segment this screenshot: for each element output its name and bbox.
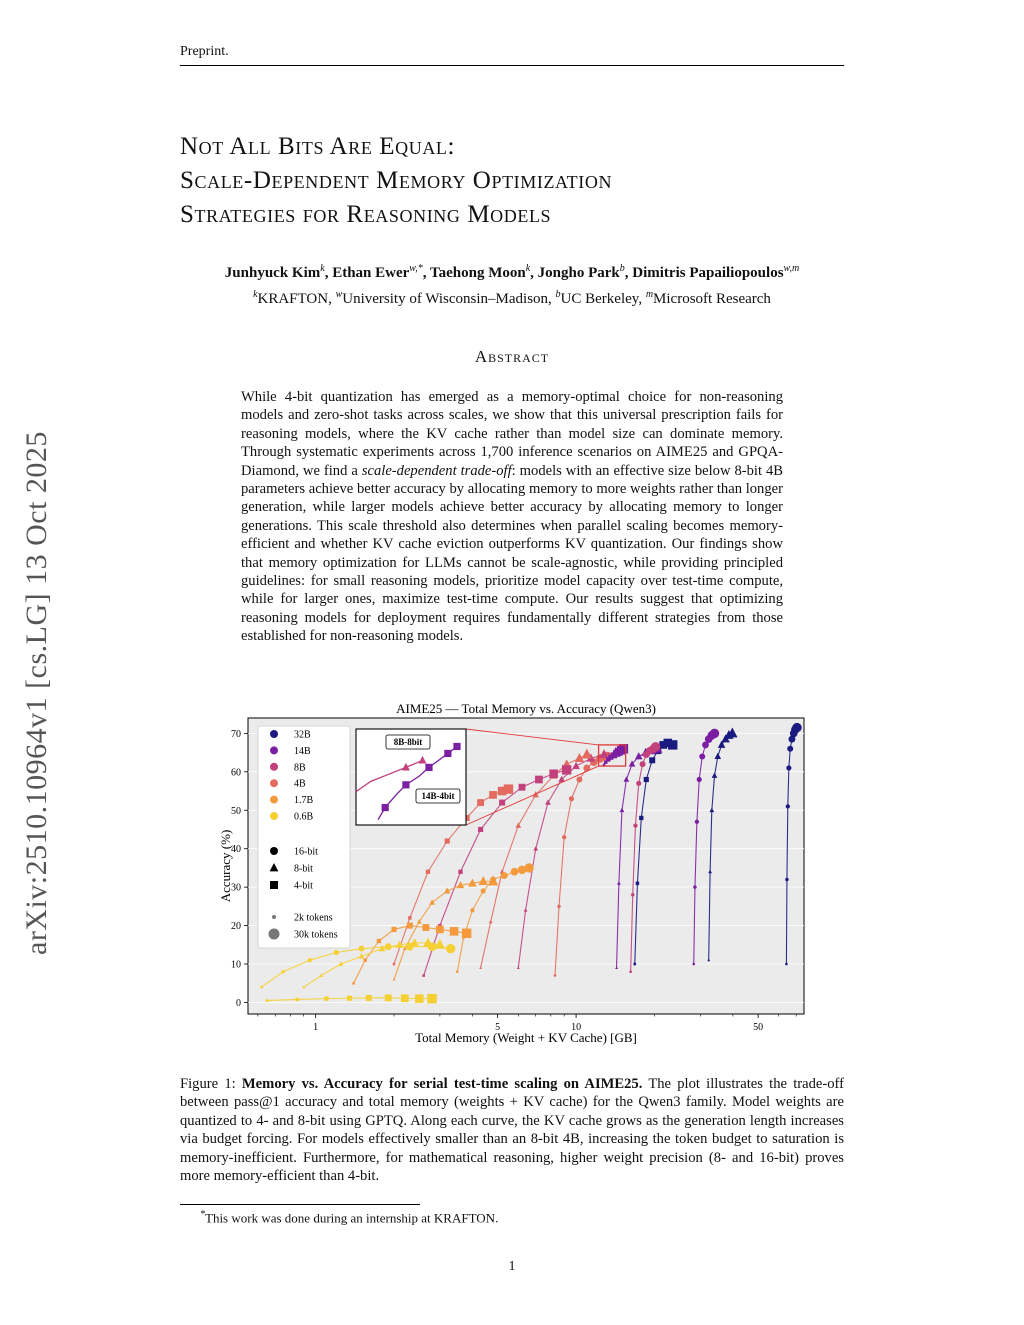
data-point <box>385 994 392 1001</box>
data-point <box>477 799 484 806</box>
data-point <box>562 835 566 839</box>
author-list <box>150 258 874 284</box>
data-point <box>501 872 508 879</box>
data-point <box>393 963 396 966</box>
data-point <box>415 994 424 1003</box>
legend-swatch <box>270 796 278 804</box>
affiliation-mark: k <box>253 289 258 300</box>
data-point <box>699 753 705 759</box>
data-point <box>352 982 355 985</box>
legend <box>258 726 350 948</box>
data-point <box>470 908 474 912</box>
legend-label: 2k tokens <box>294 912 333 924</box>
data-point <box>549 769 558 778</box>
arxiv-stamp: arXiv:2510.10964v1 [cs.LG] 13 Oct 2025 <box>20 431 53 955</box>
data-point <box>366 995 372 1001</box>
data-point <box>629 970 632 973</box>
paper-title <box>180 130 860 232</box>
x-tick-label: 10 <box>571 1022 582 1033</box>
data-point <box>639 816 643 820</box>
data-point <box>787 746 793 752</box>
data-point <box>633 823 637 827</box>
data-point <box>296 998 299 1001</box>
data-point <box>408 916 411 919</box>
affiliation-mark: w <box>335 289 343 300</box>
author-name: Jongho Park <box>537 265 620 281</box>
x-tick-label: 1 <box>313 1022 319 1033</box>
y-axis-label: Accuracy (%) <box>218 829 233 903</box>
author-affiliation-mark: w,* <box>409 263 423 274</box>
data-point <box>504 784 513 793</box>
abstract-text: : models with an effective size below 8-bit 4B parameters achieve better accuracy by allocating memory to more weights rather than longer generation, while larger models achieve better accuracy by allocating memory to longer generations. This scale threshold also determines when parallel scaling becomes memory-efficient and whether KV cache eviction outperforms KV quantization. Our findings show that memory optimization for LLMs cannot be scale-agnostic, while providing principled guidelines: for small reasoning models, prioritize model capacity over test-time compute, while for larger ones, maximize test-time compute. Our results suggest that optimizing reasoning models for deployment requires fundamentally different strategies from those established for non-reasoning models. <box>241 462 783 645</box>
separator: , <box>422 265 430 281</box>
affiliation-name: University of Wisconsin–Madison <box>342 291 549 307</box>
legend-label: 4B <box>294 778 306 790</box>
data-point <box>426 870 430 874</box>
footnote-rule <box>180 1204 420 1205</box>
data-point <box>710 729 719 738</box>
data-point <box>524 863 533 872</box>
data-point <box>347 996 352 1001</box>
legend-swatch <box>270 730 278 738</box>
title-line-2: Scale-Dependent Memory Optimization <box>180 167 613 194</box>
data-point <box>422 974 425 977</box>
author-affiliation-mark: k <box>320 263 325 274</box>
data-point <box>569 796 574 801</box>
separator: , <box>530 265 538 281</box>
data-point <box>358 946 364 952</box>
data-point <box>391 927 396 932</box>
x-tick-label: 50 <box>753 1022 764 1033</box>
data-point <box>427 994 436 1003</box>
data-point <box>260 986 263 989</box>
legend-marker <box>270 847 278 855</box>
data-point <box>489 791 497 799</box>
author-block <box>150 258 874 310</box>
data-point <box>407 923 413 929</box>
abstract-heading: Abstract <box>474 347 550 366</box>
data-point <box>281 970 284 973</box>
data-point <box>519 784 526 791</box>
legend-label: 32B <box>294 729 311 741</box>
affiliation-name: Microsoft Research <box>653 291 771 307</box>
separator: , <box>548 291 556 307</box>
data-point <box>535 776 543 784</box>
legend-marker <box>270 881 278 889</box>
running-header: Preprint. <box>180 44 229 59</box>
legend-label: 30k tokens <box>294 929 338 941</box>
x-axis-label: Total Memory (Weight + KV Cache) [GB] <box>415 1030 637 1045</box>
y-tick-label: 60 <box>231 767 241 779</box>
legend-label: 4-bit <box>294 880 313 892</box>
data-point <box>446 944 455 953</box>
data-point <box>266 999 269 1002</box>
y-tick-label: 30 <box>231 882 241 894</box>
caption-label: Figure 1: <box>180 1076 242 1092</box>
affiliation-list <box>150 284 874 310</box>
separator: , <box>638 291 646 307</box>
author-name: Dimitris Papailiopoulos <box>632 265 784 281</box>
data-point <box>377 939 381 943</box>
data-point <box>462 929 471 938</box>
legend-swatch <box>270 812 278 820</box>
data-point <box>576 777 582 783</box>
data-point <box>499 800 505 806</box>
data-point <box>554 974 557 977</box>
data-point <box>363 958 366 961</box>
y-tick-label: 70 <box>231 728 241 740</box>
inset-data-point <box>425 764 432 771</box>
data-point <box>636 882 639 885</box>
abstract-emphasis: scale-dependent trade-off <box>361 462 512 479</box>
footnote-mark: * <box>200 1209 205 1220</box>
data-point <box>649 757 655 763</box>
author-affiliation-mark: w,m <box>783 263 800 274</box>
data-point <box>644 777 649 782</box>
caption-bold: Memory vs. Accuracy for serial test-time scaling on AIME25. <box>241 1076 643 1092</box>
inset-data-point <box>453 743 460 750</box>
author-affiliation-mark: b <box>619 263 625 274</box>
legend-label: 1.7B <box>294 795 314 807</box>
data-point <box>697 777 702 782</box>
data-point <box>785 963 788 966</box>
inset-label: 8B-8bit <box>393 737 423 747</box>
title-line-1: Not All Bits Are Equal: <box>180 133 456 160</box>
author-name: Taehong Moon <box>429 265 526 281</box>
data-point <box>478 827 483 832</box>
legend-label: 16-bit <box>294 846 318 858</box>
author-affiliation-mark: k <box>525 263 531 274</box>
separator: , <box>328 291 336 307</box>
legend-swatch <box>270 779 278 787</box>
figure-1-chart <box>210 697 810 1047</box>
data-point <box>633 963 636 966</box>
x-tick-label: 5 <box>495 1022 501 1033</box>
legend-size-marker <box>272 915 276 919</box>
data-point <box>562 765 571 774</box>
affiliation-name: UC Berkeley <box>560 291 639 307</box>
data-point <box>436 926 444 934</box>
caption-text: The plot illustrates the trade-off between pass@1 accuracy and total memory (weights + KV cache) for the Qwen3 family. Model weights are quantized to 4- and 8-bit using GPTQ. Along each curve, the KV cache grows as the generation length increases via budget forcing. For models effectively smaller than an 8-bit 4B, increasing the token budget to saturation is memory-inefficient. Furthermore, for mathematical reasoning, higher weight precision (8- and 16-bit) proves more memory-efficient than 4-bit. <box>180 1076 844 1185</box>
inset-label: 14B-4bit <box>421 791 455 801</box>
data-point <box>651 742 660 751</box>
legend-label: 0.6B <box>294 811 314 823</box>
y-tick-label: 0 <box>236 997 241 1009</box>
legend-label: 8-bit <box>294 863 313 875</box>
y-tick-label: 40 <box>231 844 241 856</box>
y-tick-label: 20 <box>231 921 241 933</box>
page-number: 1 <box>508 1259 516 1274</box>
figure-caption <box>180 1075 844 1185</box>
data-point <box>308 958 312 962</box>
data-point <box>334 950 339 955</box>
author-name: Junhyuck Kim <box>224 265 321 281</box>
data-point <box>786 804 790 808</box>
abstract-body <box>241 388 783 646</box>
legend-label: 14B <box>294 745 311 757</box>
data-point <box>450 927 459 936</box>
inset-data-point <box>402 781 409 788</box>
chart-title: AIME25 — Total Memory vs. Accuracy (Qwen3) <box>396 701 656 716</box>
y-axis-ticks <box>231 729 248 1009</box>
footnote-text: This work was done during an internship at KRAFTON. <box>205 1210 499 1226</box>
data-point <box>785 878 788 881</box>
inset-data-point <box>382 804 389 811</box>
y-tick-label: 50 <box>231 805 241 817</box>
inset-data-point <box>444 750 451 757</box>
data-point <box>631 893 634 896</box>
data-point <box>692 963 695 966</box>
data-point <box>695 820 699 824</box>
data-point <box>445 838 450 843</box>
legend-swatch <box>270 763 278 771</box>
title-line-3: Strategies for Reasoning Models <box>180 201 552 228</box>
data-point <box>557 905 560 908</box>
data-point <box>792 723 801 732</box>
legend-label: 8B <box>294 762 306 774</box>
data-point <box>456 970 459 973</box>
data-point <box>401 994 409 1002</box>
separator: , <box>324 265 333 281</box>
legend-swatch <box>270 746 278 754</box>
data-point <box>693 885 696 888</box>
data-point <box>668 740 677 749</box>
author-name: Ethan Ewer <box>332 265 410 281</box>
data-point <box>458 870 462 874</box>
data-point <box>786 765 791 770</box>
data-point <box>636 781 641 786</box>
separator: , <box>624 265 633 281</box>
data-point <box>481 888 486 893</box>
data-point <box>324 996 328 1000</box>
y-tick-label: 10 <box>231 959 241 971</box>
legend-size-marker <box>269 929 280 940</box>
abstract-text: While 4-bit quantization has emerged as a memory-optimal choice for non-reasoning models and zero-shot tasks across scales, we show that this universal prescription fails for reasoning models, where the KV cache rather than model size can dominate memory. Through systematic experiments across 1,700 inference scenarios on AIME25 and GPQA-Diamond, we find a <box>241 389 783 479</box>
header-rule <box>180 65 844 66</box>
footnote <box>200 1209 498 1226</box>
data-point <box>511 868 519 876</box>
data-point <box>640 761 646 767</box>
affiliation-mark: b <box>555 289 561 300</box>
affiliation-name: KRAFTON <box>257 291 329 307</box>
data-point <box>422 924 429 931</box>
affiliation-mark: m <box>645 289 654 300</box>
